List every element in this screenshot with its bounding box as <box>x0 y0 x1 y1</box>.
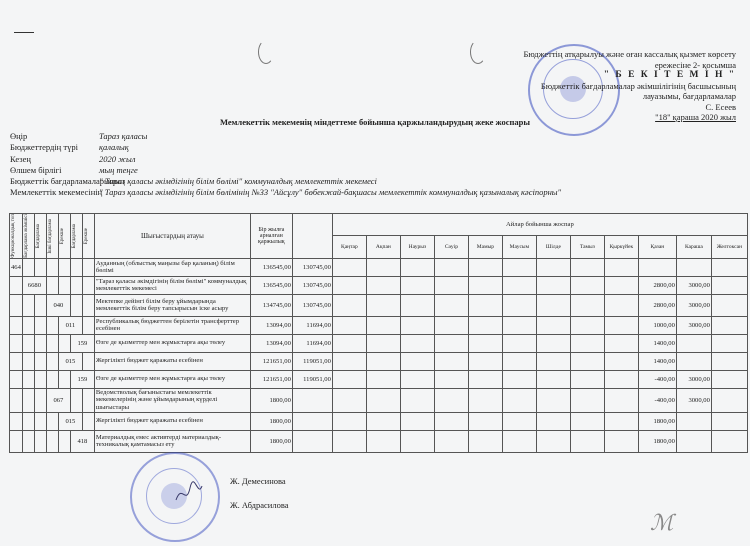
table-row: 159 Өзге де қызметтер мен жұмыстарға ақы төлеу 13094,00 11694,00 1400,00 <box>10 334 748 352</box>
col-header: Функционалдық топ <box>10 214 23 259</box>
info-block <box>10 131 561 199</box>
month-header: Желтоксан <box>711 236 747 258</box>
handwritten-mark: ℳ <box>650 510 674 535</box>
table-row: 6680 "Тараз қаласы әкімдігінің білім бөлімі" коммуналдық мемлекеттік мекемесі 136545,00 130745,00 2800,00 3000,00 <box>10 276 748 294</box>
month-header: Наурыз <box>400 236 434 258</box>
corner-line <box>14 32 34 33</box>
table-row: 159 Өзге де қызметтер мен жұмыстарға ақы төлеу 121651,00 119051,00 -400,00 3000,00 <box>10 370 748 388</box>
approval-date: "18" қараша 2020 жыл <box>655 112 736 122</box>
table-row: 015 Жергілікті бюджет қаражаты есебінен 1800,00 1800,00 <box>10 412 748 430</box>
col-header-blank <box>292 214 332 259</box>
month-header: Ақпан <box>366 236 400 258</box>
approval-line-1: Бюджеттің атқарылуы және оған кассалық қызмет көрсету <box>523 49 736 59</box>
info-row: Бюджеттердің түрі қалалық <box>10 142 129 153</box>
table-row: 011 Республикалық бюджеттен берілетін трансферттер есебінен 13094,00 11694,00 1000,00 3000,00 <box>10 316 748 334</box>
approval-line-4: лауазымы, бағдарламалар <box>642 91 736 101</box>
month-header: Тамыз <box>570 236 604 258</box>
signature-name: Ж. Абдрасилова <box>230 500 289 510</box>
col-header: Ішкі бағдарлама <box>46 214 58 259</box>
table-row: 040 Мектепке дейінгі білім беру ұйымдарында мемлекеттік білім беру тапсырысын іске асыру 134745,00 130745,00 2800,00 3000,00 <box>10 294 748 316</box>
info-row: Кезең 2020 жыл <box>10 153 136 164</box>
table-row: 418 Материалдық емес активтерді материалдық-техникалық қамтамасыз ету 1800,00 1800,00 <box>10 430 748 452</box>
signatures-block <box>230 476 289 511</box>
month-header: Қаңтар <box>332 236 366 258</box>
month-header: Сәуір <box>434 236 468 258</box>
punch-hole <box>470 40 486 64</box>
info-row: Бюджеттік бағдарламаларының" Тараз қаласы әкімдігінің білім бөлімі" коммуналдық мемлекеттік мекемесі <box>10 176 377 187</box>
month-header: Мамыр <box>468 236 502 258</box>
month-header: Караша <box>676 236 711 258</box>
approval-line-3: Бюджеттік бағдарламалар әкімшілігінің басшысының <box>540 80 736 91</box>
approval-block <box>506 49 736 123</box>
col-header: Ерекше <box>82 214 94 259</box>
table-row: 015 Жергілікті бюджет қаражаты есебінен 121651,00 119051,00 1400,00 <box>10 352 748 370</box>
approval-heading: " Б Е К І Т Е М І Н " <box>603 70 736 80</box>
month-header: Шілде <box>536 236 570 258</box>
col-header-expense-name: Шығыстардың атауы <box>94 214 250 259</box>
month-header: Қыркүйек <box>604 236 638 258</box>
plan-table <box>9 213 748 453</box>
punch-hole <box>258 40 274 64</box>
signature-scribble <box>174 478 204 508</box>
col-header-annual: Бір жылға арналған қаржылық <box>250 214 292 259</box>
info-row: Мемлекеттік мекемесінің" Тараз қаласы әкімдігінің білім бөлімінің №33 "Айсұлу" бөбекжай-бақшасы мемлекеттік коммуналдық қазыналық кәсіпорны" <box>10 187 562 198</box>
document-title: Мемлекеттік мекеменің міндеттеме бойынша қаржыландырудың жеке жоспары <box>219 117 531 127</box>
col-header: Ерекше <box>58 214 70 259</box>
col-header: Бағдарлама <box>34 214 46 259</box>
month-header: Қазан <box>638 236 676 258</box>
col-header: Бағдарлама <box>70 214 82 259</box>
table-row: 464 Ауданның (облыстық маңызы бар қаланың) білім бөлімі 136545,00 130745,00 <box>10 258 748 276</box>
month-header: Маусым <box>502 236 536 258</box>
col-header: Бағдарлама әкімшісі <box>22 214 34 259</box>
table-row: 067 Ведомстволық бағыныстағы мемлекеттік мекемелерінің және ұйымдарының күрделі шығыстары 1800,00 -400,00 3000,00 <box>10 388 748 412</box>
approval-signer: С. Есеев <box>705 101 736 112</box>
approval-line-2: ережесіне 2- қосымша <box>654 59 736 70</box>
info-row: Өлшем бірлігі мың теңге <box>10 164 138 175</box>
signature-name: Ж. Демесинова <box>230 476 286 486</box>
col-header-months-group: Айлар бойынша жоспар <box>332 214 747 236</box>
info-row: Өңір Тараз қаласы <box>10 131 148 141</box>
